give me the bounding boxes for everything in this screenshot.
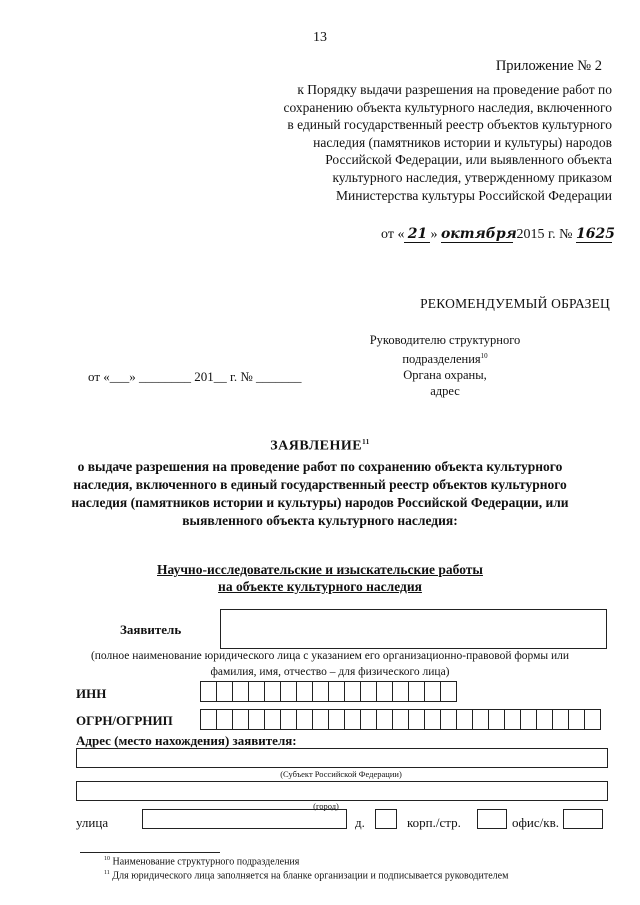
recipient-line-4: адрес bbox=[430, 383, 460, 398]
order-month: октября bbox=[440, 226, 517, 242]
document-subtitle: о выдаче разрешения на проведение работ по сохранению объекта культурного наследия, включенного в единый государственный реестр объектов культурного наследия (памятников истории и культуры) народов Российской Федерации, или выявленного объекта культурного наследия: bbox=[71, 459, 569, 528]
recipient-block bbox=[350, 333, 540, 399]
order-day: 21 bbox=[404, 226, 430, 243]
ogrn-cells[interactable] bbox=[200, 709, 601, 730]
recipient-line-3: Органа охраны, bbox=[403, 367, 487, 382]
inn-cells[interactable] bbox=[200, 681, 457, 702]
city-caption: (город) bbox=[313, 801, 339, 811]
applicant-label: Заявитель bbox=[120, 622, 182, 637]
recommended-sample-label: РЕКОМЕНДУЕМЫЙ ОБРАЗЕЦ bbox=[420, 296, 610, 311]
work-type-line-2: на объекте культурного наследия bbox=[218, 579, 422, 594]
outgoing-date-number: от «___» ________ 201__ г. № _______ bbox=[88, 369, 302, 384]
office-field[interactable] bbox=[563, 809, 603, 829]
recipient-line-2: подразделения$^{10}$ bbox=[402, 351, 488, 366]
inn-label: ИНН bbox=[76, 686, 107, 701]
order-reference bbox=[381, 226, 615, 243]
footnote-11: $^{11}$ Для юридического лица заполняется на бланке организации и подписывается руководителем bbox=[104, 870, 509, 882]
street-field[interactable] bbox=[142, 809, 347, 829]
footnote-separator bbox=[80, 852, 220, 853]
page-number: 13 bbox=[313, 30, 327, 45]
order-year: 2015 г. № bbox=[516, 227, 573, 242]
order-prefix: от « bbox=[381, 227, 405, 242]
order-number: 1625 bbox=[576, 226, 615, 242]
work-type-line-1: Научно-исследовательские и изыскательские работы bbox=[157, 562, 483, 577]
applicant-field[interactable] bbox=[220, 609, 607, 649]
house-field[interactable] bbox=[375, 809, 397, 829]
house-label: д. bbox=[355, 815, 365, 830]
region-field[interactable] bbox=[76, 748, 608, 768]
footnote-ref-10: 10 bbox=[480, 351, 488, 360]
street-label: улица bbox=[76, 815, 109, 830]
footnote-ref-11: 11 bbox=[362, 438, 370, 446]
work-type bbox=[120, 561, 520, 595]
office-label: офис/кв. bbox=[512, 815, 559, 830]
applicant-note-1: (полное наименование юридического лица с указанием его организационно-правовой формы или bbox=[90, 650, 570, 662]
footnote-10: $^{10}$ Наименование структурного подразделения bbox=[104, 856, 300, 868]
ogrn-label: ОГРН/ОГРНИП bbox=[76, 713, 173, 728]
document-title: ЗАЯВЛЕНИЕ$^{11}$ bbox=[270, 438, 370, 454]
building-label: корп./стр. bbox=[407, 815, 461, 830]
city-field[interactable] bbox=[76, 781, 608, 801]
applicant-note-2: фамилия, имя, отчество – для физического лица) bbox=[210, 666, 450, 678]
region-caption: (Субъект Российской Федерации) bbox=[280, 769, 402, 779]
address-label: Адрес (место нахождения) заявителя: bbox=[76, 733, 297, 748]
order-mid: » bbox=[430, 227, 438, 242]
building-field[interactable] bbox=[477, 809, 507, 829]
appendix-title: Приложение № 2 bbox=[495, 58, 602, 74]
appendix-text: к Порядку выдачи разрешения на проведение работ по сохранению объекта культурного наследия, включенного в единый государственный реестр объектов культурного наследия (памятников истории и культуры) народов Российской Федерации, или выявленного объекта культурного наследия, утвержденному приказом Министерства культуры Российской Федерации bbox=[283, 82, 612, 203]
recipient-line-1: Руководителю структурного bbox=[369, 333, 521, 347]
